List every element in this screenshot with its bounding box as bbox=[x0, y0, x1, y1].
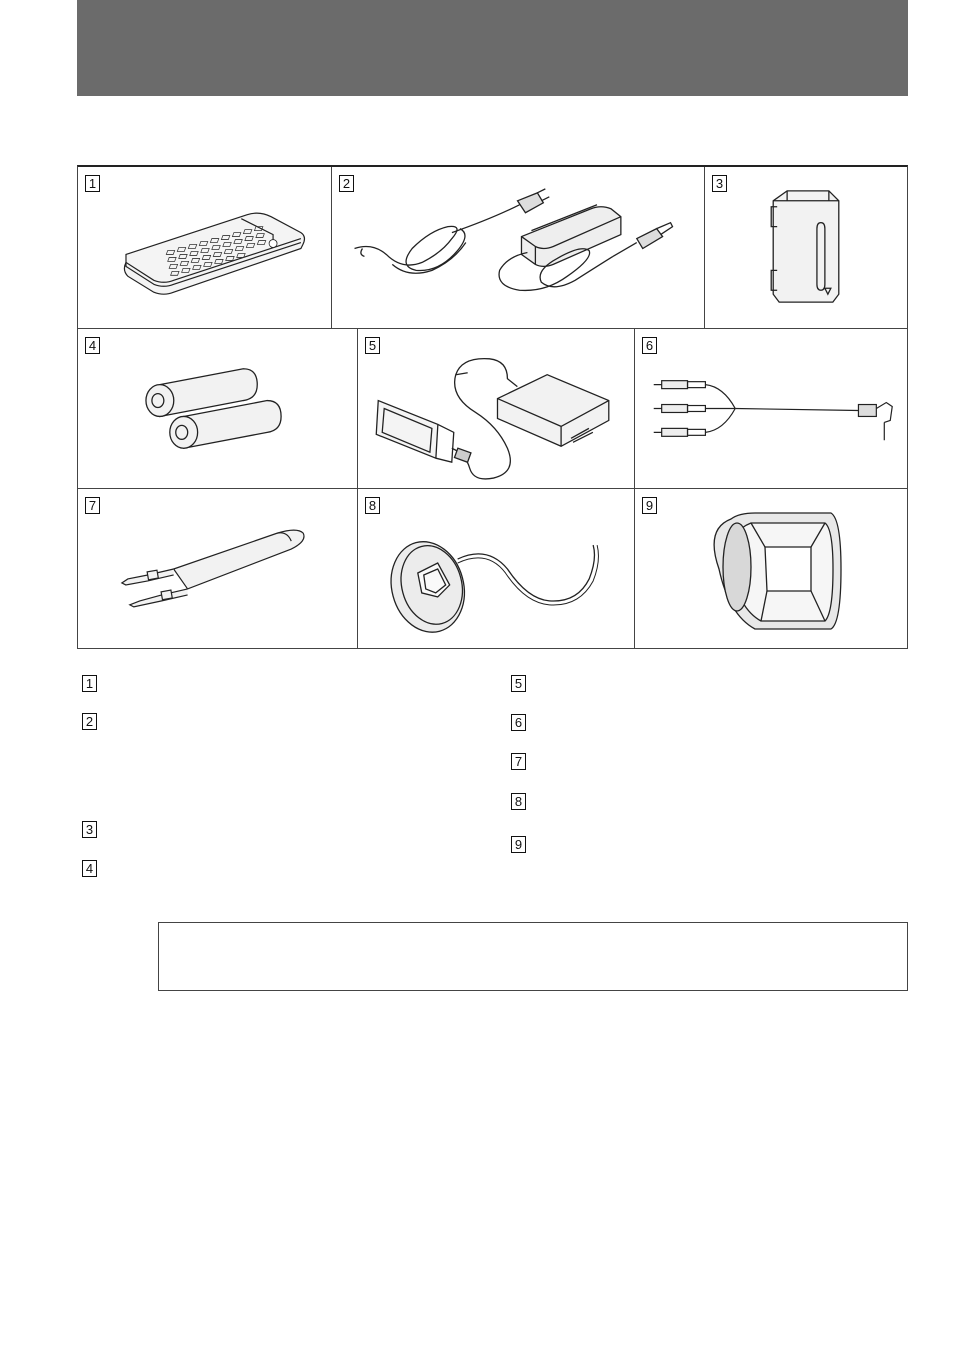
legend-number: 8 bbox=[511, 793, 526, 810]
av-connecting-cable-icon bbox=[635, 329, 907, 488]
legend-number: 4 bbox=[82, 860, 97, 877]
item-number: 9 bbox=[642, 497, 657, 514]
item-number: 2 bbox=[339, 175, 354, 192]
item-number: 5 bbox=[365, 337, 380, 354]
legend-number: 2 bbox=[82, 713, 97, 730]
lens-hood-icon bbox=[635, 489, 907, 649]
legend-number: 9 bbox=[511, 836, 526, 853]
legend-number: 6 bbox=[511, 714, 526, 731]
item-cell-8 bbox=[358, 489, 635, 649]
legend-number: 3 bbox=[82, 821, 97, 838]
item-cell-1 bbox=[78, 167, 332, 329]
aa-batteries-icon bbox=[78, 329, 357, 488]
item-number: 7 bbox=[85, 497, 100, 514]
item-number: 3 bbox=[712, 175, 727, 192]
floppy-disk-drive-icon bbox=[358, 329, 634, 488]
item-cell-2 bbox=[332, 167, 705, 329]
lens-cap-icon bbox=[358, 489, 634, 649]
header-band bbox=[77, 0, 908, 96]
item-number: 8 bbox=[365, 497, 380, 514]
legend-number: 5 bbox=[511, 675, 526, 692]
item-number: 6 bbox=[642, 337, 657, 354]
legend-number: 1 bbox=[82, 675, 97, 692]
item-cell-6 bbox=[635, 329, 907, 489]
shoulder-strap-icon bbox=[78, 489, 357, 649]
item-cell-7 bbox=[78, 489, 358, 649]
battery-pack-icon bbox=[705, 167, 907, 328]
item-number: 4 bbox=[85, 337, 100, 354]
item-cell-9 bbox=[635, 489, 907, 649]
accessories-grid bbox=[77, 165, 908, 649]
item-cell-3 bbox=[705, 167, 907, 329]
note-box bbox=[158, 922, 908, 991]
remote-commander-icon bbox=[78, 167, 331, 328]
ac-adaptor-icon bbox=[332, 167, 704, 328]
item-cell-5 bbox=[358, 329, 635, 489]
item-number: 1 bbox=[85, 175, 100, 192]
item-cell-4 bbox=[78, 329, 358, 489]
legend-number: 7 bbox=[511, 753, 526, 770]
